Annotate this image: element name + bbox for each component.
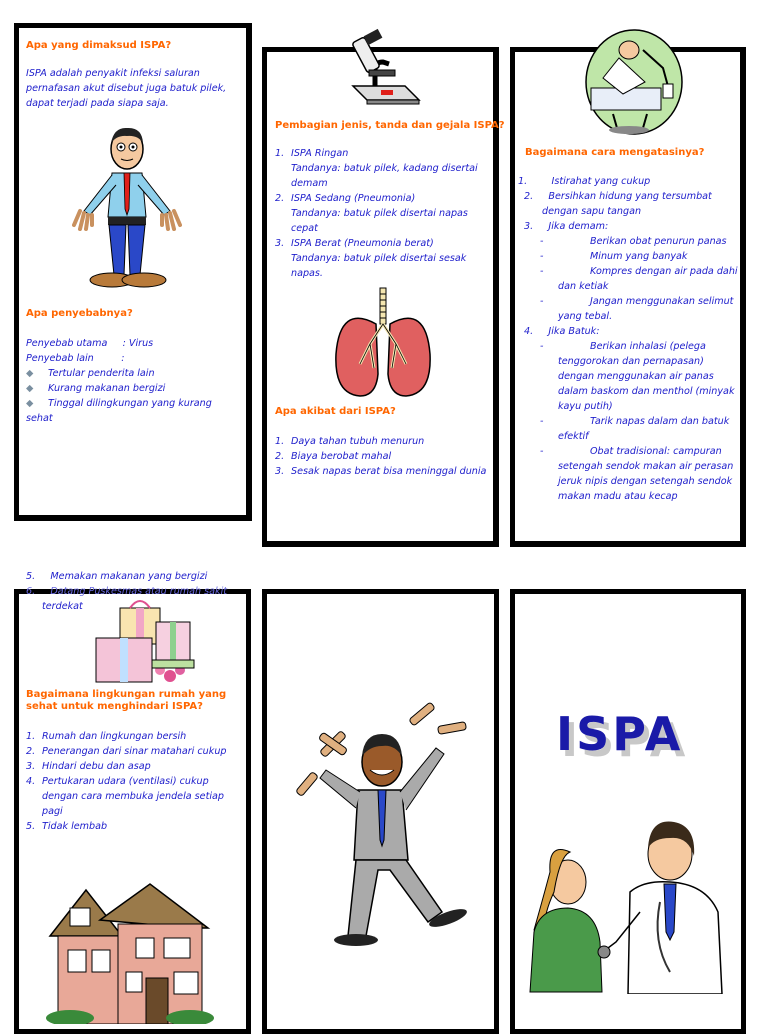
- healthy-home-item: 1. Rumah dan lingkungan bersih: [26, 731, 187, 742]
- treatment-step-1: 1. Istirahat yang cukup: [518, 176, 651, 187]
- diamond-bullet-icon: ◆: [26, 383, 34, 394]
- heading-causes: Apa penyebabnya?: [26, 308, 133, 319]
- heading-what-is-ispa: Apa yang dimaksud ISPA?: [26, 40, 172, 51]
- fever-item: - Jangan menggunakan selimut yang tebal.: [540, 296, 734, 322]
- lungs-illustration: [330, 284, 436, 404]
- sick-patient-illustration: [583, 28, 685, 136]
- heading-healthy-home: Bagaimana lingkungan rumah yang sehat untuk menghindari ISPA?: [26, 689, 227, 712]
- causes-block: [26, 336, 240, 426]
- heading-effects: Apa akibat dari ISPA?: [275, 406, 396, 417]
- heading-types: Pembagian jenis, tanda dan gejala ISPA?: [275, 120, 505, 131]
- treatment-step-4: 4. Jika Batuk:: [524, 326, 600, 337]
- types-list: [275, 146, 493, 281]
- cough-item: - Obat tradisional: campuran setengah sendok makan air perasan jeruk nipis dengan setengah sendok makan madu atau kecap: [540, 446, 734, 502]
- cough-item: - Berikan inhalasi (pelega tenggorokan dan pernapasan) dengan menggunakan air panas dalam baskom dan menthol (minyak kayu putih): [540, 341, 735, 412]
- treatment-step-6: 6. Datang Puskesmas atau rumah sakit: [26, 586, 228, 597]
- cover-title: ISPA: [556, 707, 684, 761]
- treatment-step-2: 2. Bersihkan hidung yang tersumbat: [524, 191, 712, 202]
- healthy-home-list: [26, 729, 242, 834]
- type-item: 1. ISPA Ringan Tandanya: batuk pilek, kadang disertai demam: [275, 148, 478, 189]
- cause-item: ◆ Tinggal dilingkungan yang kurang sehat: [26, 398, 212, 424]
- overflow-text: [26, 569, 256, 614]
- cause-other: Penyebab lain :: [26, 353, 125, 364]
- treatment-step-5: 5. Memakan makanan yang bergizi: [26, 571, 208, 582]
- cough-item: - Tarik napas dalam dan batuk efektif: [540, 416, 730, 442]
- man-shrugging-illustration: [72, 125, 182, 290]
- cause-main: Penyebab utama : Virus: [26, 338, 154, 349]
- treatment-step-3: 3. Jika demam:: [524, 221, 609, 232]
- fever-item: - Berikan obat penurun panas: [540, 236, 727, 247]
- fever-item: - Kompres dengan air pada dahi dan ketiak: [540, 266, 738, 292]
- effect-item: 3. Sesak napas berat bisa meninggal dunia: [275, 466, 487, 477]
- type-item: 2. ISPA Sedang (Pneumonia) Tandanya: batuk pilek disertai napas cepat: [275, 193, 468, 234]
- healthy-home-item: 2. Penerangan dari sinar matahari cukup: [26, 746, 227, 757]
- diamond-bullet-icon: ◆: [26, 368, 34, 379]
- fever-item: - Minum yang banyak: [540, 251, 688, 262]
- effects-list: [275, 434, 495, 479]
- definition-text: ISPA adalah penyakit infeksi saluran pernafasan akut disebut juga batuk pilek, dapat terjadi pada siapa saja.: [26, 68, 227, 109]
- healthy-home-item: 4. Pertukaran udara (ventilasi) cukup dengan cara membuka jendela setiap pagi: [26, 776, 224, 817]
- doctor-patient-illustration: [520, 812, 742, 994]
- treatment-step-2-cont: dengan sapu tangan: [542, 206, 642, 217]
- treatment-list: [518, 174, 740, 504]
- heading-treatment: Bagaimana cara mengatasinya?: [525, 147, 705, 158]
- type-item: 3. ISPA Berat (Pneumonia berat) Tandanya: batuk pilek disertai sesak napas.: [275, 238, 467, 279]
- man-throwing-cigarettes-illustration: [278, 700, 490, 950]
- healthy-home-item: 3. Hindari debu dan asap: [26, 761, 151, 772]
- treatment-step-6-cont: terdekat: [42, 601, 83, 612]
- healthy-home-item: 5. Tidak lembab: [26, 821, 108, 832]
- house-illustration: [40, 880, 220, 1024]
- effect-item: 2. Biaya berobat mahal: [275, 451, 392, 462]
- diamond-bullet-icon: ◆: [26, 398, 34, 409]
- cause-item: ◆ Tertular penderita lain: [26, 368, 155, 379]
- effect-item: 1. Daya tahan tubuh menurun: [275, 436, 425, 447]
- microscope-illustration: [345, 28, 423, 108]
- cause-item: ◆ Kurang makanan bergizi: [26, 383, 166, 394]
